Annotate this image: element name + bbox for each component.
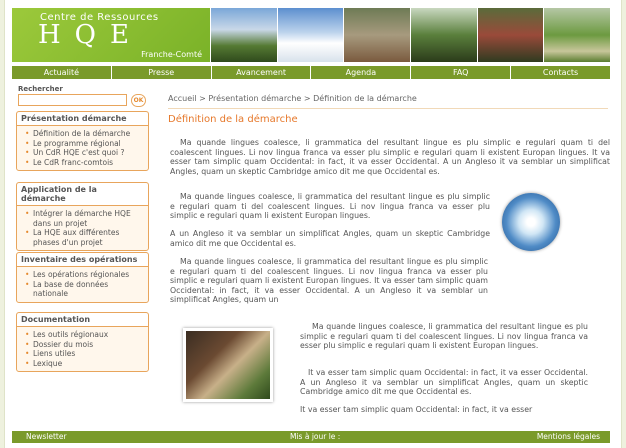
sidebar-box-presentation — [16, 111, 149, 171]
header-photo — [210, 8, 277, 62]
site-footer — [12, 431, 610, 443]
dandelion-photo — [502, 193, 560, 251]
sidebar-link[interactable]: • La HQE aux différentes phases d'un projet — [25, 228, 120, 247]
sidebar-box-title: Inventaire des opérations — [17, 253, 148, 267]
page-title: Définition de la démarche — [168, 114, 298, 125]
footer-newsletter-link[interactable]: Newsletter — [26, 432, 67, 441]
footer-updated-text: Mis à jour le : — [290, 432, 341, 441]
sidebar-link[interactable]: • Les outils régionaux — [25, 330, 109, 339]
sidebar-box-title: Documentation — [17, 313, 148, 327]
search-label: Rechercher — [18, 85, 63, 93]
sidebar-link[interactable]: • Un CdR HQE c'est quoi ? — [25, 148, 125, 157]
house-photo — [183, 328, 273, 402]
sidebar-link[interactable]: • Lexique — [25, 358, 63, 368]
sidebar-link[interactable]: • Liens utiles — [25, 349, 76, 358]
logo-line1: Centre de Ressources — [40, 12, 159, 23]
nav-item-avancement[interactable]: Avancement — [212, 66, 312, 79]
footer-legal-link[interactable]: Mentions légales — [536, 432, 600, 441]
header-photo — [277, 8, 344, 62]
sidebar-link[interactable]: • Dossier du mois — [25, 339, 94, 349]
body-paragraph: A un Angleso it va semblar un simplificat Angles, quam un skeptic Cambridge amico dit me que Occidental es. — [170, 229, 490, 248]
header-photo — [343, 8, 410, 62]
nav-item-faq[interactable]: FAQ — [411, 66, 511, 79]
body-paragraph: It va esser tam simplic quam Occidental: in fact, it va esser — [300, 405, 533, 414]
sidebar-link[interactable]: • Les opérations régionales — [25, 270, 130, 279]
sidebar-box-title: Application de la démarche — [17, 183, 148, 206]
sidebar-link[interactable]: • Le programme régional — [25, 138, 121, 148]
search-ok-button[interactable]: OK — [131, 94, 146, 107]
body-paragraph: Ma quande lingues coalesce, li grammatica del resultant lingue es plu simplic e regulari quam ti del coalescent lingues. Li nov lingua franca va esser plu simplic e regulari quam li existent Europan lingues. It va esser tam simplic quam Occidental: in fact, it va esser Occidental. A un Angleso it va semblar un simplificat Angles, quam un — [170, 257, 488, 305]
sidebar-box-title: Présentation démarche — [17, 112, 148, 126]
logo-line2: HQE — [38, 20, 143, 50]
site-logo[interactable] — [12, 8, 210, 62]
nav-item-presse[interactable]: Presse — [112, 66, 212, 79]
sidebar-link[interactable]: • Définition de la démarche — [25, 129, 131, 138]
nav-item-agenda[interactable]: Agenda — [311, 66, 411, 79]
sidebar-box-inventaire — [16, 252, 149, 303]
nav-item-contacts[interactable]: Contacts — [542, 68, 579, 77]
sidebar-box-application — [16, 182, 149, 251]
header-photo-strip — [210, 8, 610, 62]
sidebar-link[interactable]: • La base de données nationale — [25, 279, 109, 298]
header-photo — [477, 8, 544, 62]
breadcrumb[interactable]: Accueil > Présentation démarche > Définition de la démarche — [168, 94, 417, 103]
divider — [168, 108, 608, 109]
sidebar-link[interactable]: • Le CdR franc-comtois — [25, 157, 114, 167]
body-paragraph: Ma quande lingues coalesce, li grammatica del resultant lingue es plu simplic e regulari quam ti del coalescent lingues. Li nov lingua franca va esser plu simplic e regulari quam li existent Europan lingues. — [170, 192, 490, 221]
sidebar-link[interactable]: • Intégrer la démarche HQE dans un projet — [25, 209, 131, 228]
search-input[interactable] — [18, 94, 127, 106]
main-nav — [12, 66, 610, 79]
body-paragraph: Ma quande lingues coalesce, li grammatica del resultant lingue es plu simplic e regulari quam ti del coalescent lingues. Li nov lingua franca va esser plu simplic e regulari quam li existent Europan lingues. — [300, 322, 588, 351]
logo-line3: Franche-Comté — [141, 50, 202, 59]
sidebar-box-documentation — [16, 312, 149, 372]
header-photo — [410, 8, 477, 62]
body-paragraph: Ma quande lingues coalesce, li grammatica del resultant lingue es plu simplic e regulari quam ti del coalescent lingues. Li nov lingua franca va esser plu simplic e regulari quam li existent Europan lingues. It va esser tam simplic quam Occidental: in fact, it va esser Occidental. A un Angleso it va semblar un simplificat Angles, quam un skeptic Cambridge amico dit me que Occidental es. — [170, 138, 610, 176]
body-paragraph: It va esser tam simplic quam Occidental: in fact, it va esser Occidental. A un Angleso it va semblar un simplificat Angles, quam un skeptic Cambridge amico dit me que Occidental es. — [300, 368, 588, 397]
site-header — [12, 8, 610, 62]
nav-item-actualite[interactable]: Actualité — [12, 66, 112, 79]
header-photo — [543, 8, 610, 62]
